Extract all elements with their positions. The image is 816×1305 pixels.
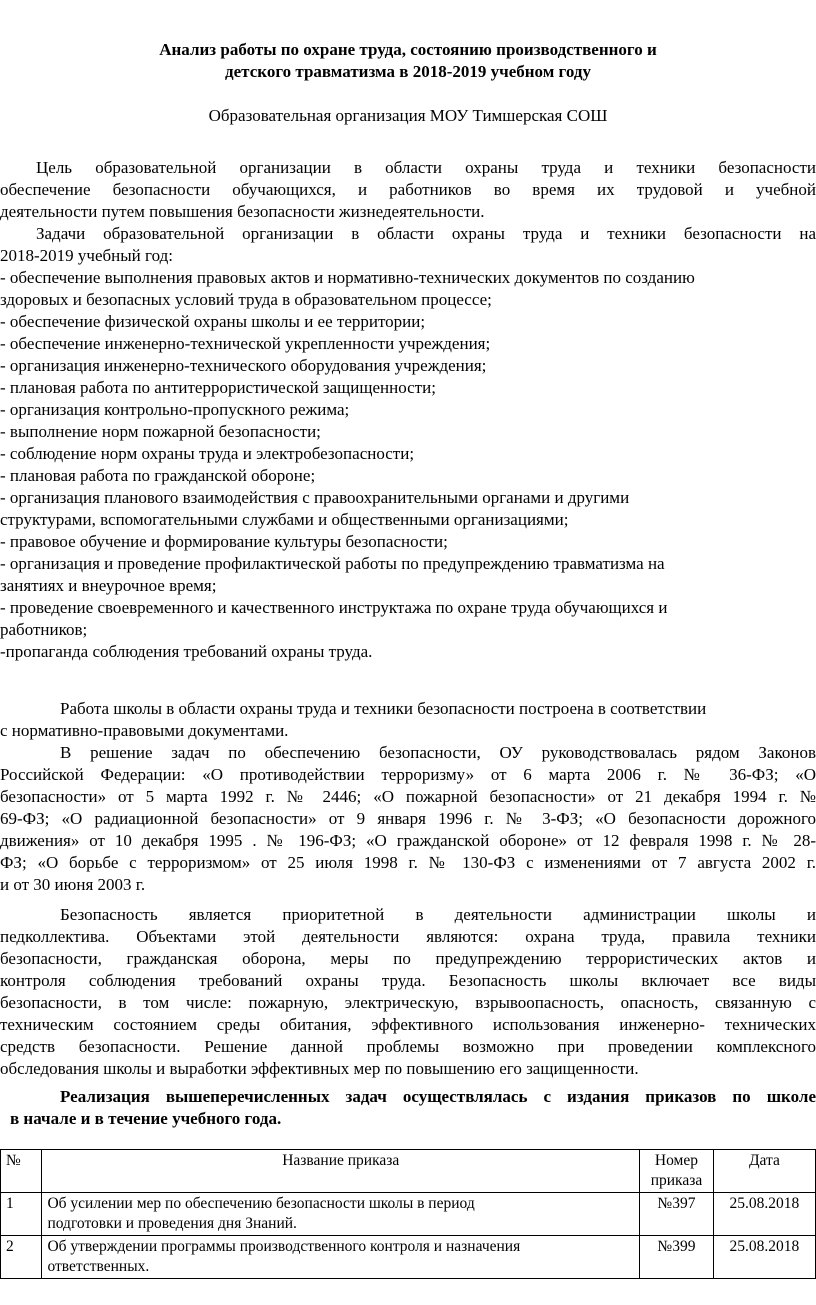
task-item: - правовое обучение и формирование культуры безопасности; [0, 532, 448, 551]
header-order-no-line-1: Номер [654, 1152, 698, 1169]
body-line: и от 30 июня 2003 г. [0, 875, 146, 894]
body-line: средств безопасности. Решение данной проблемы возможно при проведении комплексного [0, 1037, 816, 1056]
body-line: деятельности путем повышения безопасности жизнедеятельности. [0, 202, 485, 221]
row-name [42, 1193, 640, 1236]
document-title-line-2: детского травматизма в 2018-2019 учебном году [225, 62, 591, 81]
body-line: обследования школы и выработки эффективных мер по повышению его защищенности. [0, 1059, 639, 1078]
header-order-no-line-2: приказа [650, 1172, 703, 1189]
row-num: 1 [1, 1193, 42, 1236]
task-item: - плановая работа по антитеррористической защищенности; [0, 378, 436, 397]
task-item: - обеспечение инженерно-технической укрепленности учреждения; [0, 334, 491, 353]
table-header-row [1, 1150, 816, 1193]
body-line: педколлектива. Объектами этой деятельности являются: охрана труда, правила техники [0, 927, 816, 946]
row-name-line-1: Об усилении мер по обеспечению безопасности школы в период [47, 1195, 475, 1212]
body-line: Цель образовательной организации в области охраны труда и техники безопасности [36, 158, 816, 177]
body-line: В решение задач по обеспечению безопасности, ОУ руководствовалась рядом Законов [60, 743, 816, 762]
table-row [1, 1236, 816, 1279]
row-num: 2 [1, 1236, 42, 1279]
task-item: - обеспечение физической охраны школы и ее территории; [0, 312, 426, 331]
header-order-no [640, 1150, 714, 1193]
body-line: движения» от 10 декабря 1995 . № 196-ФЗ; «О гражданской обороне» от 12 февраля 1998 г. № 28- [0, 831, 816, 850]
header-name: Название приказа [42, 1150, 640, 1193]
row-date: 25.08.2018 [713, 1236, 815, 1279]
row-name-line-2: ответственных. [47, 1258, 150, 1275]
task-item: -пропаганда соблюдения требований охраны труда. [0, 642, 373, 661]
row-name-line-1: Об утверждении программы производственного контроля и назначения [47, 1238, 521, 1255]
body-line: Безопасность является приоритетной в деятельности администрации школы и [60, 905, 816, 924]
task-item: - плановая работа по гражданской обороне; [0, 466, 316, 485]
task-item: здоровых и безопасных условий труда в образовательном процессе; [0, 290, 492, 309]
body-line: Задачи образовательной организации в области охраны труда и техники безопасности на [36, 224, 816, 243]
body-line: обеспечение безопасности обучающихся, и работников во время их трудовой и учебной [0, 180, 816, 199]
body-line: безопасности, гражданская оборона, меры по предупреждению террористических актов и [0, 949, 816, 968]
document-title-line-1: Анализ работы по охране труда, состоянию производственного и [159, 40, 657, 59]
body-line: Российской Федерации: «О противодействии терроризму» от 6 марта 2006 г. № 36-ФЗ; «О [0, 765, 816, 784]
organization-name: Образовательная организация МОУ Тимшерская СОШ [208, 106, 608, 125]
task-item: - организация контрольно-пропускного режима; [0, 400, 350, 419]
body-line-bold: в начале и в течение учебного года. [10, 1109, 282, 1128]
row-order-no: №397 [640, 1193, 714, 1236]
header-date: Дата [713, 1150, 815, 1193]
row-date: 25.08.2018 [713, 1193, 815, 1236]
body-line: безопасности» от 5 марта 1992 г. № 2446; «О пожарной безопасности» от 21 декабря 1994 г. № [0, 787, 816, 806]
orders-table [0, 1149, 816, 1279]
row-order-no: №399 [640, 1236, 714, 1279]
body-line: 69-ФЗ; «О радиационной безопасности» от 9 января 1996 г. № 3-ФЗ; «О безопасности дорожного [0, 809, 816, 828]
task-item: занятиях и внеурочное время; [0, 576, 217, 595]
task-item: работников; [0, 620, 88, 639]
task-item: - соблюдение норм охраны труда и электробезопасности; [0, 444, 415, 463]
body-line-bold: Реализация вышеперечисленных задач осуществлялась с издания приказов по школе [60, 1087, 816, 1106]
task-item: - организация планового взаимодействия с правоохранительными органами и другими [0, 488, 630, 507]
row-name-line-2: подготовки и проведения дня Знаний. [47, 1215, 297, 1232]
body-line: с нормативно-правовыми документами. [0, 721, 289, 740]
table-row [1, 1193, 816, 1236]
header-num: № [1, 1150, 42, 1193]
task-item: - организация инженерно-технического оборудования учреждения; [0, 356, 487, 375]
body-line: ФЗ; «О борьбе с терроризмом» от 25 июля 1998 г. № 130-ФЗ с изменениями от 7 августа 2002 г. [0, 853, 816, 872]
body-line: безопасности, в том числе: пожарную, электрическую, взрывоопасность, опасность, связанную с [0, 993, 816, 1012]
body-line: Работа школы в области охраны труда и техники безопасности построена в соответствии [60, 699, 707, 718]
task-item: - выполнение норм пожарной безопасности; [0, 422, 321, 441]
row-name [42, 1236, 640, 1279]
task-item: - организация и проведение профилактической работы по предупреждению травматизма на [0, 554, 665, 573]
body-line: контроля соблюдения требований охраны труда. Безопасность школы включает все виды [0, 971, 816, 990]
body-line: 2018-2019 учебный год: [0, 246, 173, 265]
task-item: структурами, вспомогательными службами и общественными организациями; [0, 510, 569, 529]
task-item: - обеспечение выполнения правовых актов и нормативно-технических документов по созданию [0, 268, 695, 287]
task-item: - проведение своевременного и качественного инструктажа по охране труда обучающихся и [0, 598, 668, 617]
body-line: техническим состоянием среды обитания, эффективного использования инженерно- технических [0, 1015, 816, 1034]
